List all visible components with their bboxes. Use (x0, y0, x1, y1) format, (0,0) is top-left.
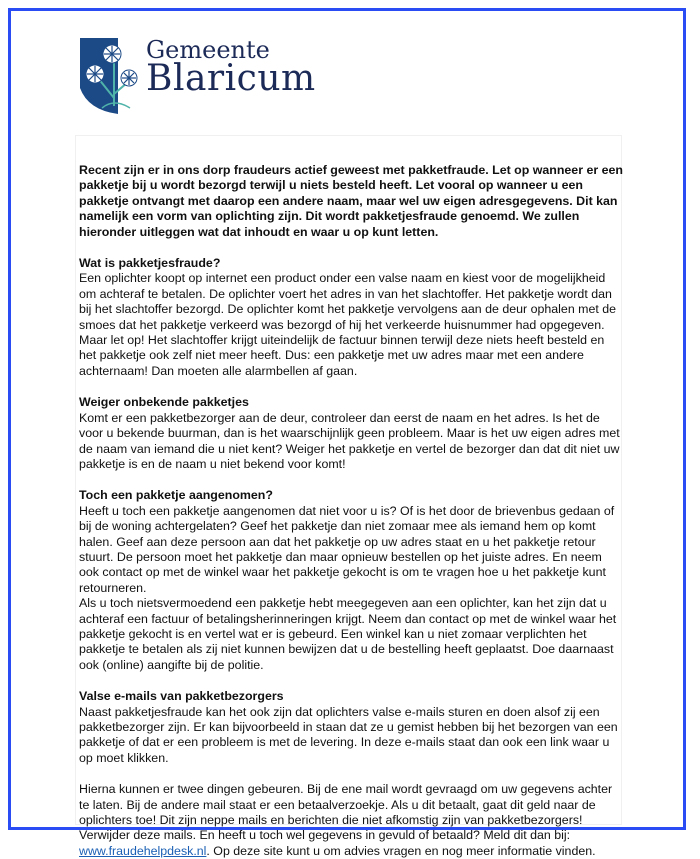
section-heading: Valse e-mails van pakketbezorgers (79, 689, 284, 704)
section-weiger-onbekende-pakketjes (79, 395, 624, 472)
closing-after-link: . Op deze site kunt u om advies vragen en nog meer informatie vinden. (206, 843, 596, 858)
section-heading: Wat is pakketjesfraude? (79, 256, 221, 271)
fraudehelpdesk-link[interactable]: www.fraudehelpdesk.nl (79, 843, 207, 858)
section-paragraph: Als u toch nietsvermoedend een pakketje hebt meegegeven aan een oplichter, kan het zijn dat u achteraf een factuur of betalingsherinneringen krijgt. Neem dan contact op met de winkel waar het pakketje gekocht is en vertel wat er is gebeurd. Een winkel kan u niet zomaar verplichten het pakketje te betalen als zij niet kunnen bewijzen dat u de bestelling heeft geplaatst. Doe daarnaast ook (online) aangifte bij de politie. (79, 596, 617, 672)
section-paragraph: Een oplichter koopt op internet een product onder een valse naam en kiest voor de mogelijkheid om achteraf te betalen. De oplichter voert het adres in van het slachtoffer. Het pakketje wordt dan bij het slachtoffer bezorgd. De oplichter komt het pakketje vervolgens aan de deur ophalen met de smoes dat het pakketje verkeerd was bezorgd of hij het verkeerde huisnummer had opgegeven. Maar let op! Het slachtoffer krijgt uiteindelijk de factuur binnen terwijl deze niets heeft besteld en het pakketje ook zelf niet meer heeft. Dus: een pakketje met uw adres maar met een andere achternaam! Dan moeten alle alarmbellen af gaan. (79, 271, 617, 378)
section-paragraph: Komt er een pakketbezorger aan de deur, controleer dan eerst de naam en het adres. Is het de voor u bekende buurman, dan is het waarschijnlijk geen probleem. Maar is het uw eigen adres met de naam van iemand die u niet kent? Weiger het pakketje en vertel de bezorger dan dat dit niet uw pakketje is en de naam u niet bekend voor komt! (79, 410, 620, 471)
blaricum-shield-icon (78, 36, 140, 116)
closing-paragraph (79, 782, 624, 859)
intro-paragraph: Recent zijn er in ons dorp fraudeurs actief geweest met pakketfraude. Let op wanneer er een pakketje bij u wordt bezorgd terwijl u niets besteld heeft. Let vooral op wanneer u een pakketje ontvangt met daarop een andere naam, maar wel uw eigen adresgegevens. Dit kan namelijk een vorm van oplichting zijn. Dit wordt pakketjesfraude genoemd. We zullen hieronder uitleggen wat dat inhoudt en waar u op kunt letten. (79, 163, 623, 239)
logo-line-gemeente: Gemeente (146, 36, 270, 64)
closing-text: Hierna kunnen er twee dingen gebeuren. Bij de ene mail wordt gevraagd om uw gegevens achter te laten. Bij de andere mail staat er een betaalverzoekje. Als u dit betaalt, gaat dit geld naar de oplichters toe! Dit zijn neppe mails en berichten die niet afkomstig zijn van pakketbezorgers! Verwijder deze mails. En heeft u toch wel gegevens in gevuld of betaald? Meld dit dan bij: (79, 782, 613, 843)
section-paragraph: Heeft u toch een pakketje aangenomen dat niet voor u is? Of is het door de brievenbus gedaan of bij de woning achtergelaten? Geef het pakketje dan niet zomaar mee als iemand hem op komt halen. Geef aan deze persoon aan dat het pakketje op uw adres staat en u het pakketje retour stuurt. De persoon moet het pakketje dan maar opnieuw bestellen op het juiste adres. En neem ook contact op met de winkel waar het pakketje gekocht is om te vragen hoe u het pakketje kunt retourneren. (79, 503, 615, 595)
section-valse-e-mails (79, 689, 624, 766)
section-paragraph: Naast pakketjesfraude kan het ook zijn dat oplichters valse e-mails sturen en doen alsof zij een pakketbezorger zijn. Er kan bijvoorbeeld in staan dat ze u gemist hebben bij het bezorgen van een pakketje of dat er een probleem is met de levering. In deze e-mails staat dan ook een link waar u op moet klikken. (79, 704, 618, 765)
gemeente-blaricum-logo (78, 36, 318, 116)
section-heading: Toch een pakketje aangenomen? (79, 488, 273, 503)
section-toch-een-pakketje-aangenomen (79, 488, 624, 673)
section-wat-is-pakketjesfraude (79, 256, 624, 379)
logo-line-blaricum: Blaricum (146, 58, 316, 99)
section-heading: Weiger onbekende pakketjes (79, 395, 249, 410)
article-body (79, 163, 624, 859)
